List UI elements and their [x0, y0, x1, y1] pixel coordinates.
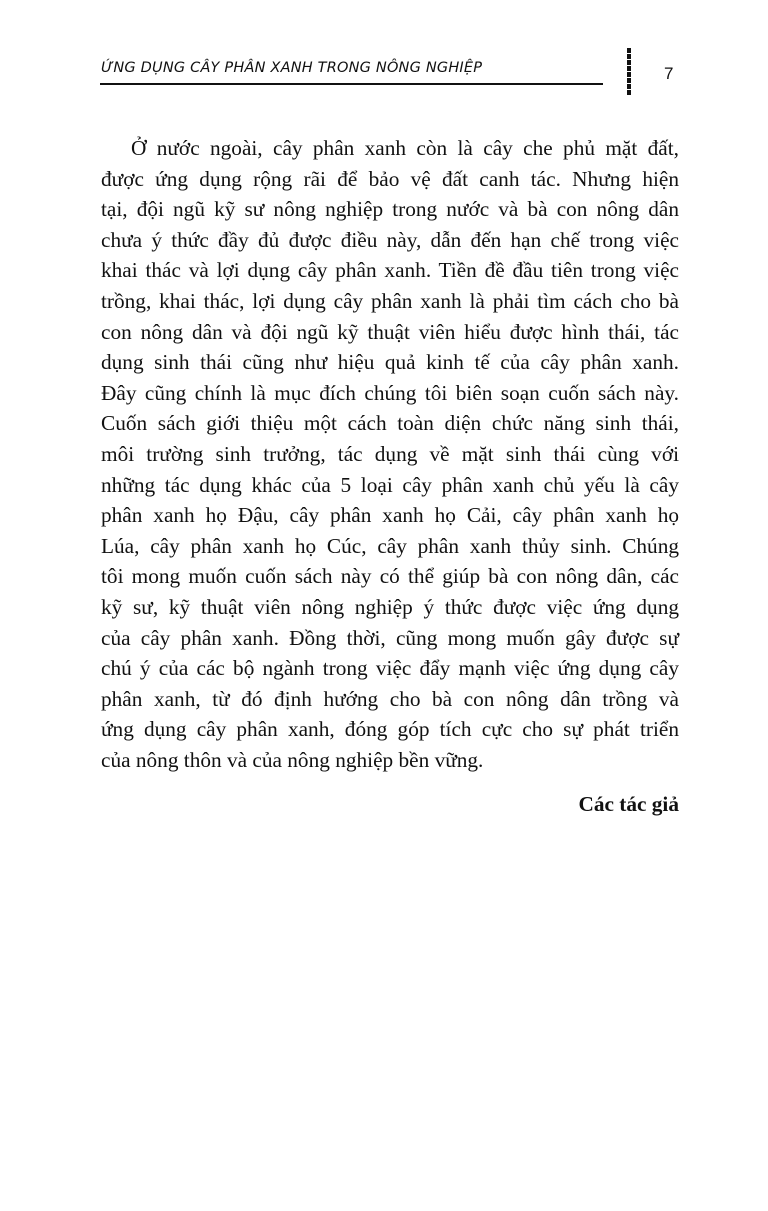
text-line: phân xanh họ Đậu, cây phân xanh họ Cải, cây phân xanh họ: [101, 503, 679, 528]
text-line: của nông thôn và của nông nghiệp bền vững.: [101, 747, 484, 772]
text-line: khai thác và lợi dụng cây phân xanh. Tiền đề đầu tiên trong việc: [101, 258, 679, 283]
ornament-bar: [627, 48, 631, 96]
text-line: dụng sinh thái cũng như hiệu quả kinh tế của cây phân xanh.: [101, 350, 679, 375]
running-title: ỨNG DỤNG CÂY PHÂN XANH TRONG NÔNG NGHIỆP: [101, 60, 483, 76]
text-line: Cuốn sách giới thiệu một cách toàn diện chức năng sinh thái,: [101, 411, 679, 436]
text-line: được ứng dụng rộng rãi để bảo vệ đất canh tác. Nhưng hiện: [101, 166, 679, 191]
text-line: tôi mong muốn cuốn sách này có thể giúp bà con nông dân, các: [101, 564, 679, 589]
text-line: tại, đội ngũ kỹ sư nông nghiệp trong nước và bà con nông dân: [101, 197, 679, 222]
text-line: những tác dụng khác của 5 loại cây phân xanh chủ yếu là cây: [101, 472, 679, 497]
text-line: chưa ý thức đầy đủ được điều này, dẫn đến hạn chế trong việc: [101, 227, 679, 252]
text-line: môi trường sinh trưởng, tác dụng về mặt sinh thái cùng với: [101, 441, 679, 466]
text-line: phân xanh, từ đó định hướng cho bà con nông dân trồng và: [101, 686, 679, 711]
text-line: trồng, khai thác, lợi dụng cây phân xanh là phải tìm cách cho bà: [101, 288, 679, 313]
page-number: 7: [664, 64, 674, 83]
text-line: chú ý của các bộ ngành trong việc đẩy mạnh việc ứng dụng cây: [101, 656, 679, 681]
text-line: con nông dân và đội ngũ kỹ thuật viên hiểu được hình thái, tác: [101, 319, 679, 344]
vertical-ornament: [624, 48, 634, 96]
text-line: Ở nước ngoài, cây phân xanh còn là cây che phủ mặt đất,: [131, 136, 679, 160]
text-line: Đây cũng chính là mục đích chúng tôi biên soạn cuốn sách này.: [101, 380, 679, 405]
body-paragraph: [101, 133, 679, 775]
text-line: Lúa, cây phân xanh họ Cúc, cây phân xanh thủy sinh. Chúng: [101, 533, 679, 558]
text-line: kỹ sư, kỹ thuật viên nông nghiệp ý thức được việc ứng dụng: [101, 594, 679, 619]
header-rule: [100, 83, 603, 85]
text-line: ứng dụng cây phân xanh, đóng góp tích cực cho sự phát triển: [101, 717, 679, 742]
text-line: của cây phân xanh. Đồng thời, cũng mong muốn gây được sự: [101, 625, 679, 650]
author-signature: Các tác giả: [578, 792, 679, 816]
page-header: [0, 0, 768, 110]
